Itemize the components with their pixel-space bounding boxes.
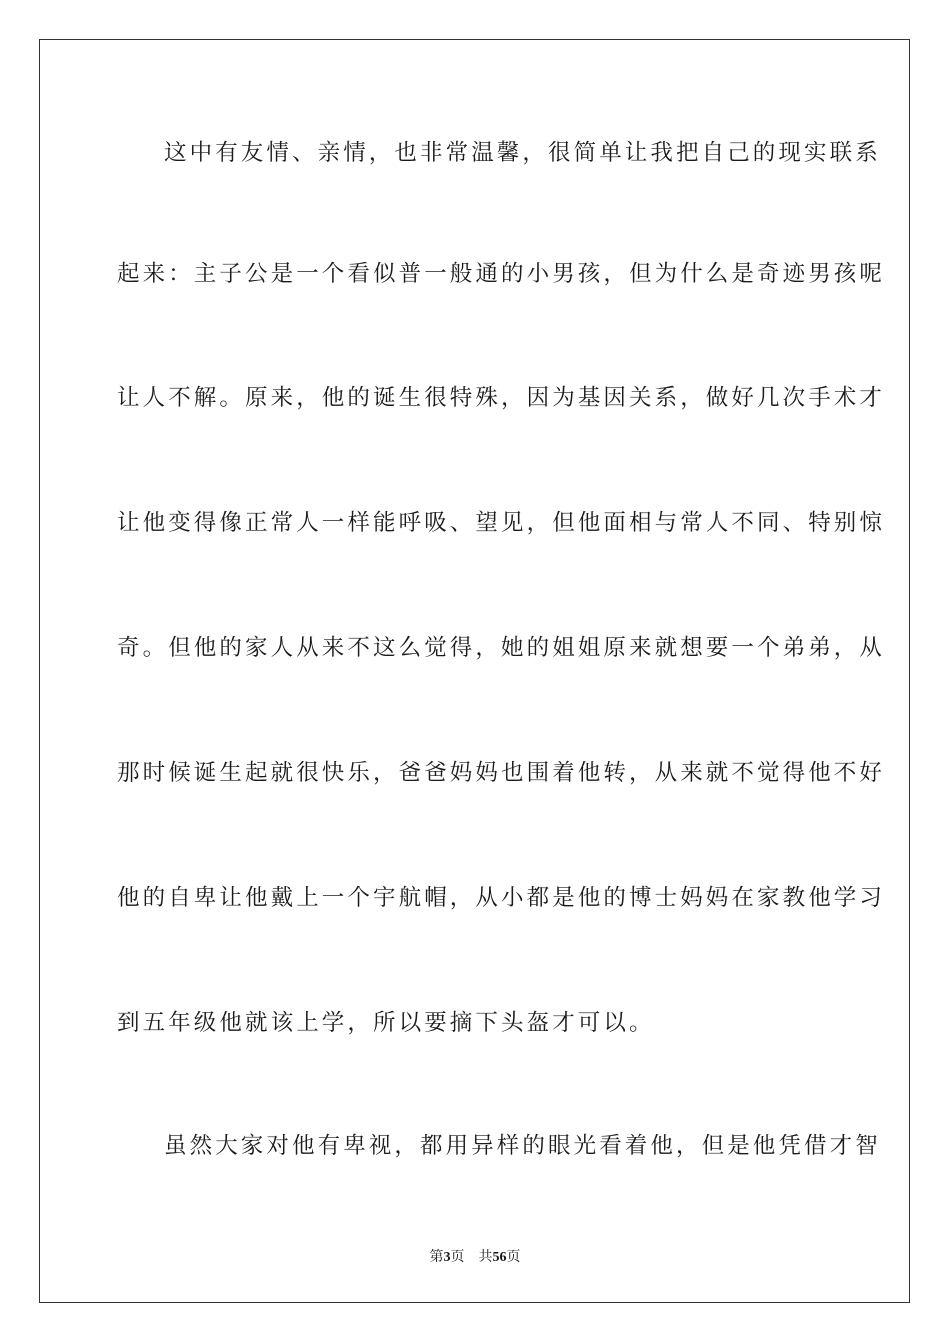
total-label-suffix: 页 [506,1249,521,1265]
total-label-prefix: 共 [478,1249,493,1265]
paragraph-1-line-7: 他的自卑让他戴上一个宇航帽，从小都是他的博士妈妈在家教他学习 [117,885,886,911]
paragraph-1-line-5: 奇。但他的家人从来不这么觉得，她的姐姐原来就想要一个弟弟，从 [117,635,886,661]
paragraph-1-line-8: 到五年级他就该上学，所以要摘下头盔才可以。 [117,1010,655,1036]
page-label-prefix: 第 [429,1249,444,1265]
page-footer [0,1248,950,1267]
page-label-suffix: 页 [450,1249,465,1265]
current-page-number: 3 [443,1250,451,1265]
paragraph-1-line-6: 那时候诞生起就很快乐，爸爸妈妈也围着他转，从来就不觉得他不好 [117,760,886,786]
paragraph-1-line-4: 让他变得像正常人一样能呼吸、望见，但他面相与常人不同、特别惊 [117,510,886,536]
paragraph-1-line-1: 这中有友情、亲情，也非常温馨，很简单让我把自己的现实联系 [164,140,881,166]
paragraph-1-line-3: 让人不解。原来，他的诞生很特殊，因为基因关系，做好几次手术才 [117,385,886,411]
page-border [39,39,910,1303]
total-pages-number: 56 [492,1250,507,1265]
paragraph-2-line-1: 虽然大家对他有卑视，都用异样的眼光看着他，但是他凭借才智 [164,1133,881,1159]
paragraph-1-line-2: 起来：主子公是一个看似普一般通的小男孩，但为什么是奇迹男孩呢 [117,261,886,287]
